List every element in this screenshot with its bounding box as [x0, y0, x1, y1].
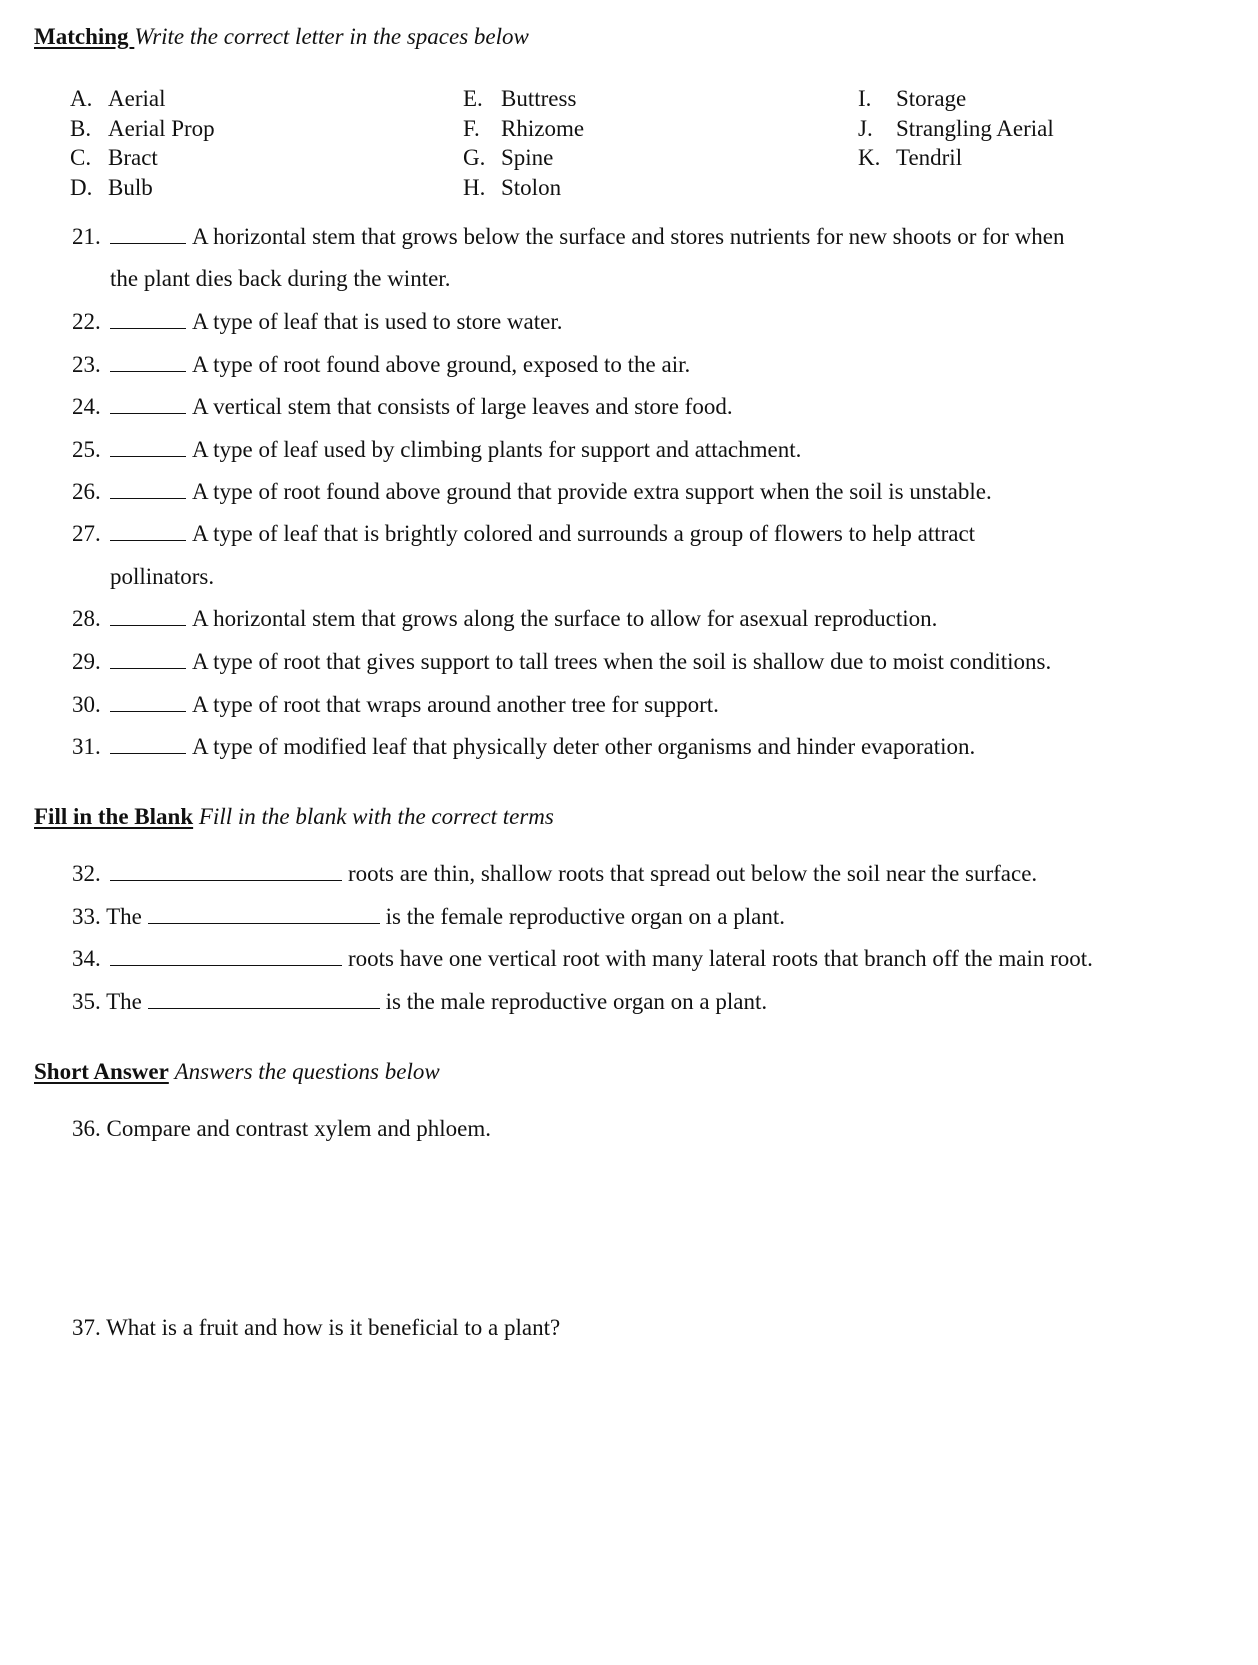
option-e: E. Buttress: [463, 86, 577, 111]
question-34: 34. roots have one vertical root with many lateral roots that branch off the main root.: [72, 946, 1093, 971]
answer-blank-35[interactable]: [148, 990, 380, 1009]
question-31: 31. A type of modified leaf that physically deter other organisms and hinder evaporation.: [72, 734, 976, 759]
options-column-1: [70, 84, 215, 202]
question-21: 21. A horizontal stem that grows below the surface and stores nutrients for new shoots or for when: [72, 224, 1065, 249]
options-column-3: [858, 84, 1054, 173]
question-24: 24. A vertical stem that consists of large leaves and store food.: [72, 394, 733, 419]
short-answer-instructions: Answers the questions below: [174, 1059, 440, 1084]
options-column-2: [463, 84, 584, 202]
option-d: D. Bulb: [70, 174, 153, 200]
answer-blank-34[interactable]: [110, 947, 342, 966]
answer-blank-28[interactable]: [110, 607, 186, 626]
option-f: F. Rhizome: [463, 115, 585, 141]
matching-header: [34, 24, 529, 50]
answer-blank-23[interactable]: [110, 353, 186, 372]
answer-blank-30[interactable]: [110, 693, 186, 712]
question-33: 33. The is the female reproductive organ on a plant.: [72, 904, 785, 929]
short-answer-header: [34, 1059, 440, 1085]
option-a: A. Aerial: [70, 86, 166, 111]
fill-blank-header: [34, 804, 554, 830]
option-i: I. Storage: [858, 86, 967, 111]
answer-blank-26[interactable]: [110, 480, 186, 499]
short-answer-title: Short Answer: [34, 1059, 169, 1084]
question-36: 36. Compare and contrast xylem and phloem.: [72, 1116, 492, 1141]
question-35: 35. The is the male reproductive organ on a plant.: [72, 989, 768, 1014]
answer-blank-29[interactable]: [110, 650, 186, 669]
option-k: K. Tendril: [858, 145, 963, 170]
question-28: 28. A horizontal stem that grows along the surface to allow for asexual reproduction.: [72, 606, 938, 631]
question-27-continued: pollinators.: [110, 564, 215, 589]
answer-blank-22[interactable]: [110, 310, 186, 329]
answer-blank-32[interactable]: [110, 862, 342, 881]
answer-blank-31[interactable]: [110, 735, 186, 754]
question-30: 30. A type of root that wraps around another tree for support.: [72, 692, 719, 717]
question-29: 29. A type of root that gives support to tall trees when the soil is shallow due to moist conditions.: [72, 649, 1052, 674]
answer-blank-33[interactable]: [148, 905, 380, 924]
option-c: C. Bract: [70, 145, 158, 170]
answer-blank-21[interactable]: [110, 225, 186, 244]
question-26: 26. A type of root found above ground that provide extra support when the soil is unstable.: [72, 479, 992, 504]
question-27: 27. A type of leaf that is brightly colored and surrounds a group of flowers to help attract: [72, 521, 976, 546]
matching-instructions: Write the correct letter in the spaces below: [134, 24, 529, 49]
answer-blank-24[interactable]: [110, 395, 186, 414]
question-22: 22. A type of leaf that is used to store water.: [72, 309, 563, 334]
matching-title: Matching: [34, 24, 135, 49]
answer-blank-27[interactable]: [110, 522, 186, 541]
question-21-continued: the plant dies back during the winter.: [110, 266, 451, 291]
question-25: 25. A type of leaf used by climbing plants for support and attachment.: [72, 437, 802, 462]
option-h: H. Stolon: [463, 174, 562, 200]
question-32: 32. roots are thin, shallow roots that spread out below the soil near the surface.: [72, 861, 1038, 886]
fill-blank-title: Fill in the Blank: [34, 804, 194, 829]
option-j: J. Strangling Aerial: [858, 115, 1054, 141]
option-b: B. Aerial Prop: [70, 115, 215, 141]
fill-blank-instructions: Fill in the blank with the correct terms: [198, 804, 554, 829]
question-23: 23. A type of root found above ground, exposed to the air.: [72, 352, 691, 377]
question-37: 37. What is a fruit and how is it beneficial to a plant?: [72, 1315, 561, 1340]
option-g: G. Spine: [463, 145, 554, 170]
answer-blank-25[interactable]: [110, 438, 186, 457]
